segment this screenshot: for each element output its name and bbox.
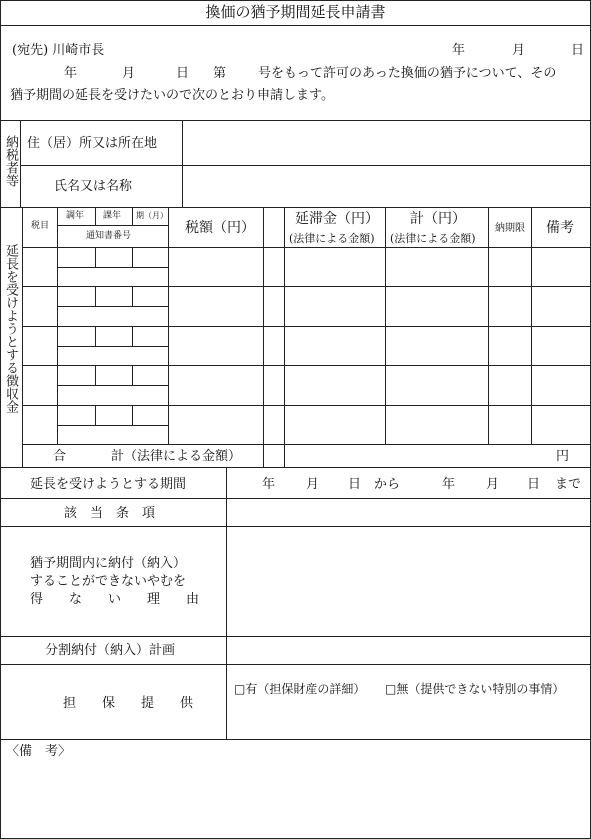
reason-line3: 得 な い 理 由 — [30, 592, 200, 607]
row-notice-sub2 — [132, 286, 133, 306]
permit-dai: 第 — [213, 66, 227, 81]
row-notice-mid — [57, 306, 168, 307]
permit-day: 日 — [176, 66, 190, 81]
total-label-1: 合 — [53, 449, 67, 464]
form-title: 換価の猶予期間延長申請書 — [205, 3, 386, 21]
taxpayer-side-label: 納税者等 — [3, 135, 18, 187]
period-to-month: 月 — [486, 477, 500, 492]
col-notice-ka: 課年 — [103, 211, 122, 221]
frame-left — [0, 0, 1, 839]
header-bottom — [22, 247, 591, 248]
permit-month: 月 — [122, 66, 136, 81]
taxpayer-bottom — [0, 207, 591, 208]
header-divider — [0, 120, 591, 121]
request-line: 猶予期間の延長を受けたいので次のとおり申請します。 — [10, 88, 334, 103]
main-side-divider — [22, 207, 23, 467]
col-delay-1: 延滞金（円） — [295, 211, 379, 227]
total-label-2: 計（法律による金額） — [111, 449, 242, 464]
notice-sub1 — [95, 207, 96, 225]
address-label: 住（居）所又は所在地 — [27, 136, 158, 151]
frame-top — [0, 0, 591, 1]
period-to-day: 日 — [527, 477, 541, 492]
reason-line2: することができないやむを — [30, 574, 187, 589]
row-notice-sub2 — [132, 405, 133, 425]
row-notice-mid — [57, 267, 168, 268]
row-divider — [22, 326, 591, 327]
addressee: (宛先) 川崎市長 — [12, 43, 105, 58]
installment-bottom — [0, 664, 591, 665]
permit-year: 年 — [64, 66, 78, 81]
notice-sub-h — [57, 225, 168, 226]
col-delay-2: (法律による金額) — [289, 232, 375, 245]
period-label: 延長を受けようとする期間 — [30, 477, 187, 492]
row-divider — [22, 405, 591, 406]
row-divider — [22, 365, 591, 366]
period-from-day: 日 — [348, 477, 362, 492]
date-month: 月 — [512, 43, 526, 58]
col-tax-item: 税目 — [31, 221, 50, 231]
notice-sub2 — [132, 207, 133, 225]
row-notice-sub1 — [95, 247, 96, 267]
date-day: 日 — [571, 43, 585, 58]
period-from-month: 月 — [306, 477, 320, 492]
row-notice-sub2 — [132, 326, 133, 346]
col-notice-no: 通知書番号 — [86, 231, 132, 241]
col-tax-amount: 税額（円） — [185, 220, 255, 236]
taxpayer-col-divider — [182, 120, 183, 208]
clause-label: 該 当 条 項 — [64, 506, 156, 521]
col-notice-year: 調年 — [66, 211, 85, 221]
reason-line1: 猶予期間内に納付（納入） — [30, 556, 187, 571]
total-yen: 円 — [556, 449, 570, 464]
row-notice-sub1 — [95, 286, 96, 306]
col-notes: 備考 — [546, 220, 574, 236]
row-notice-mid — [57, 385, 168, 386]
date-year: 年 — [452, 43, 466, 58]
row-divider — [22, 286, 591, 287]
col-deadline: 納期限 — [495, 223, 525, 234]
permit-rest: 号をもって許可のあった換価の猶予について、その — [258, 66, 557, 81]
period-from-year: 年 — [262, 477, 276, 492]
col-total-2: (法律による金額) — [390, 232, 476, 245]
row-notice-sub2 — [132, 365, 133, 385]
row-notice-mid — [57, 346, 168, 347]
taxpayer-side-divider — [20, 120, 21, 208]
lower-col-divider — [226, 467, 227, 739]
main-side-label: 延長を受けようとする徴収金 — [3, 244, 18, 413]
period-to-year: 年 — [442, 477, 456, 492]
main-bottom — [0, 467, 591, 468]
period-from-word: から — [374, 477, 401, 492]
row-notice-mid — [57, 425, 168, 426]
title-divider — [0, 25, 591, 26]
period-to-word: まで — [555, 477, 582, 492]
total-row-top — [22, 444, 591, 445]
col-line-tax — [263, 207, 264, 467]
collateral-label: 担 保 提 供 — [63, 696, 194, 711]
reason-bottom — [0, 636, 591, 637]
collateral-bottom — [0, 739, 591, 740]
name-label: 氏名又は名称 — [54, 179, 133, 194]
row-notice-sub1 — [95, 365, 96, 385]
clause-bottom — [0, 526, 591, 527]
collateral-option-yes[interactable]: □有（担保財産の詳細） — [234, 682, 366, 696]
col-notice-month: 期（月） — [136, 211, 168, 220]
row-notice-sub1 — [95, 405, 96, 425]
row-notice-sub2 — [132, 247, 133, 267]
taxpayer-row-divider — [20, 165, 591, 166]
col-total-1: 計（円） — [410, 211, 466, 227]
remarks-label: 〈備 考〉 — [6, 744, 72, 759]
installment-label: 分割納付（納入）計画 — [45, 643, 176, 658]
col-line-gap — [284, 207, 285, 467]
collateral-option-no[interactable]: □無（提供できない特別の事情） — [385, 682, 565, 696]
period-bottom — [0, 498, 591, 499]
row-notice-sub1 — [95, 326, 96, 346]
